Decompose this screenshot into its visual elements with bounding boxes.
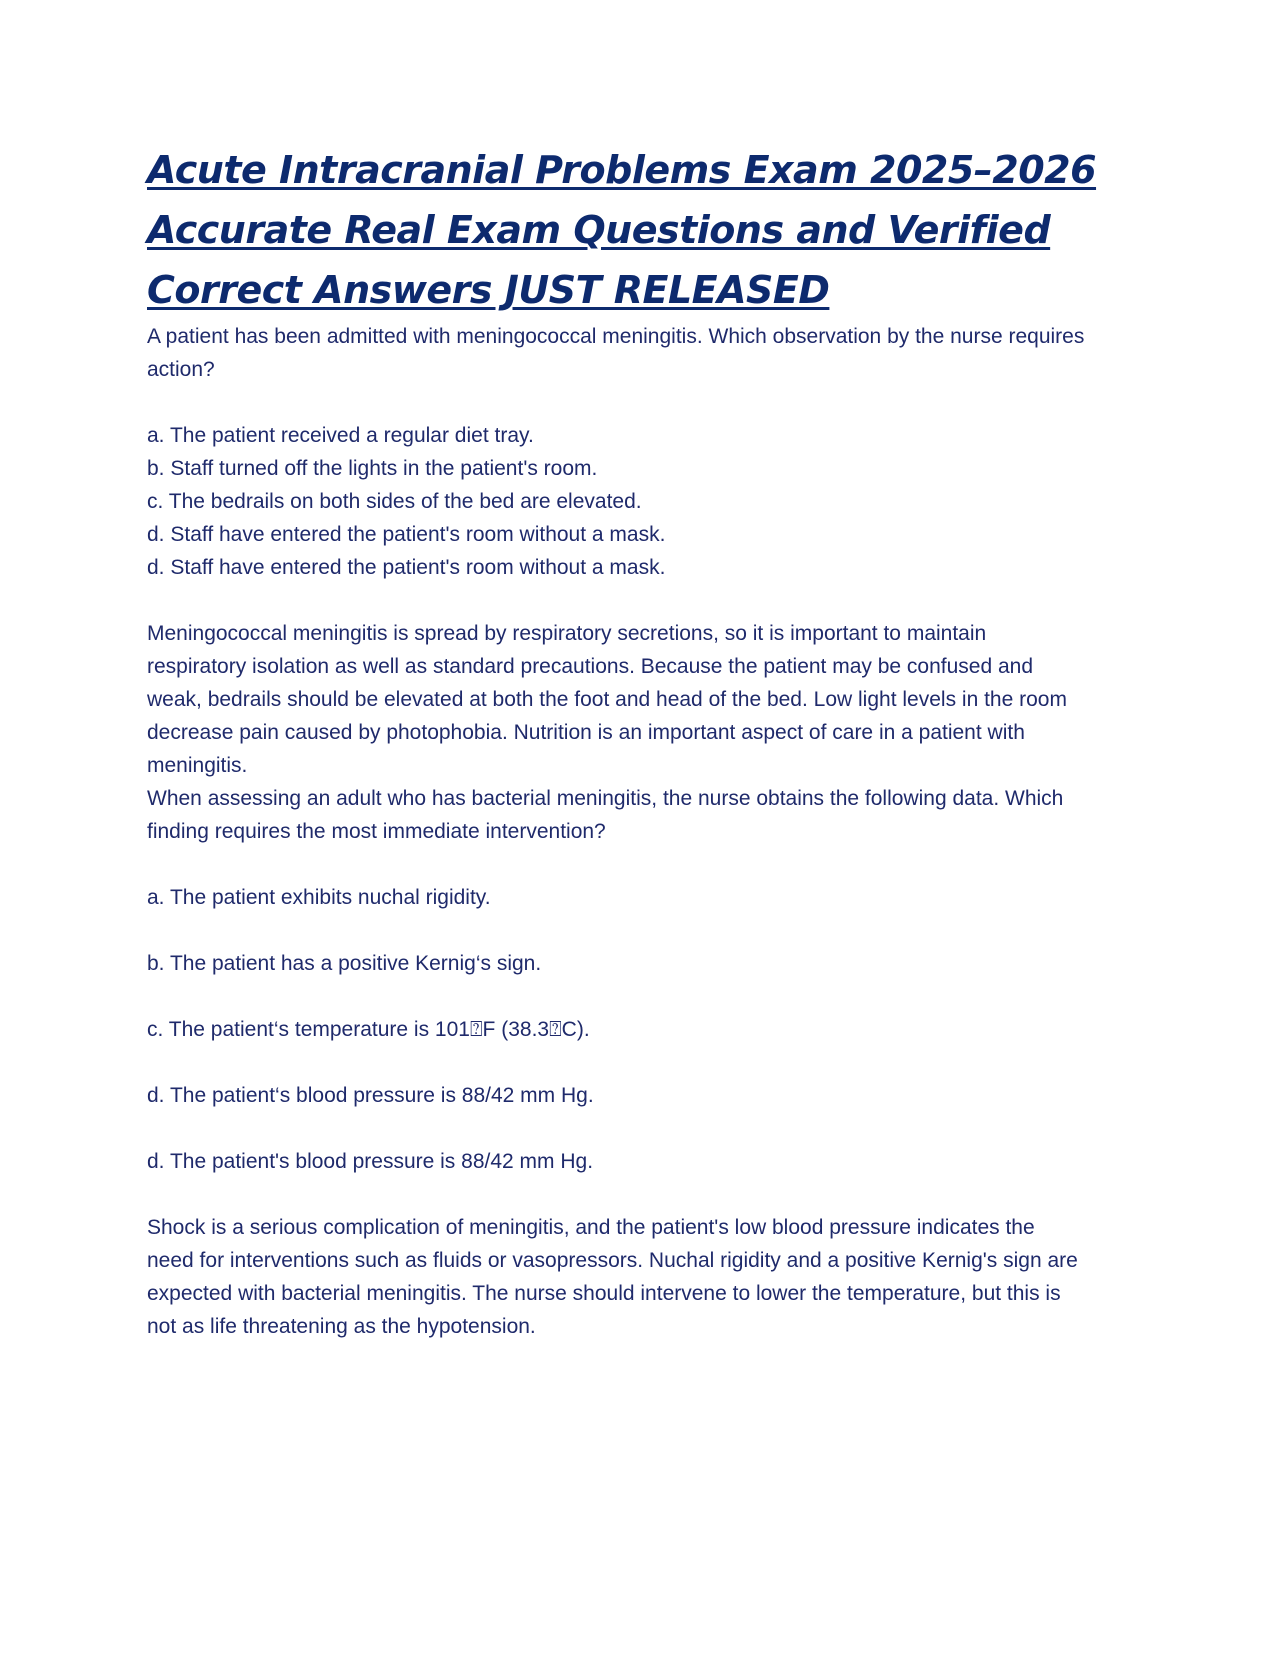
spacer <box>147 848 1087 881</box>
spacer <box>147 584 1087 617</box>
spacer <box>147 386 1087 419</box>
question-2-option-a: a. The patient exhibits nuchal rigidity. <box>147 886 491 909</box>
question-1-rationale: Meningococcal meningitis is spread by respiratory secretions, so it is important to maintain respiratory isolation as well as standard precautions. Because the patient may be confused and weak, bedrails should be elevated at both the foot and head of the bed. Low light levels in the room decrease pain caused by photophobia. Nutrition is an important aspect of care in a patient with meningitis. <box>147 622 1067 777</box>
title-line: Acute Intracranial Problems Exam 2025–2026 <box>147 148 1097 192</box>
document-title <box>147 140 1097 320</box>
title-line: Accurate Real Exam Questions and Verified <box>147 208 1051 252</box>
spacer <box>147 1112 1087 1145</box>
title-line: Correct Answers JUST RELEASED <box>147 268 830 312</box>
question-2-option-d: d. The patient‘s blood pressure is 88/42 mm Hg. <box>147 1084 594 1107</box>
spacer <box>147 980 1087 1013</box>
question-1-option-c: c. The bedrails on both sides of the bed are elevated. <box>147 490 642 513</box>
question-2-answer: d. The patient's blood pressure is 88/42 mm Hg. <box>147 1150 594 1173</box>
question-1-answer: d. Staff have entered the patient's room without a mask. <box>147 556 666 579</box>
spacer <box>147 914 1087 947</box>
question-2-option-c: c. The patient‘s temperature is 101⍰F (38.3⍰C). <box>147 1018 590 1041</box>
question-1-stem: A patient has been admitted with meningococcal meningitis. Which observation by the nurse requires action? <box>147 325 1085 381</box>
spacer <box>147 1046 1087 1079</box>
question-1-option-a: a. The patient received a regular diet tray. <box>147 424 534 447</box>
question-2-rationale: Shock is a serious complication of meningitis, and the patient's low blood pressure indicates the need for interventions such as fluids or vasopressors. Nuchal rigidity and a positive Kernig's sign are expected with bacterial meningitis. The nurse should intervene to lower the temperature, but this is not as life threatening as the hypotension. <box>147 1216 1078 1338</box>
spacer <box>147 1178 1087 1211</box>
question-1-option-d: d. Staff have entered the patient's room without a mask. <box>147 523 666 546</box>
document-page <box>147 140 1097 1343</box>
question-2-option-b: b. The patient has a positive Kernig‘s sign. <box>147 952 542 975</box>
document-body <box>147 320 1087 1343</box>
question-2-stem: When assessing an adult who has bacterial meningitis, the nurse obtains the following data. Which finding requires the most immediate intervention? <box>147 787 1064 843</box>
question-1-option-b: b. Staff turned off the lights in the patient's room. <box>147 457 598 480</box>
